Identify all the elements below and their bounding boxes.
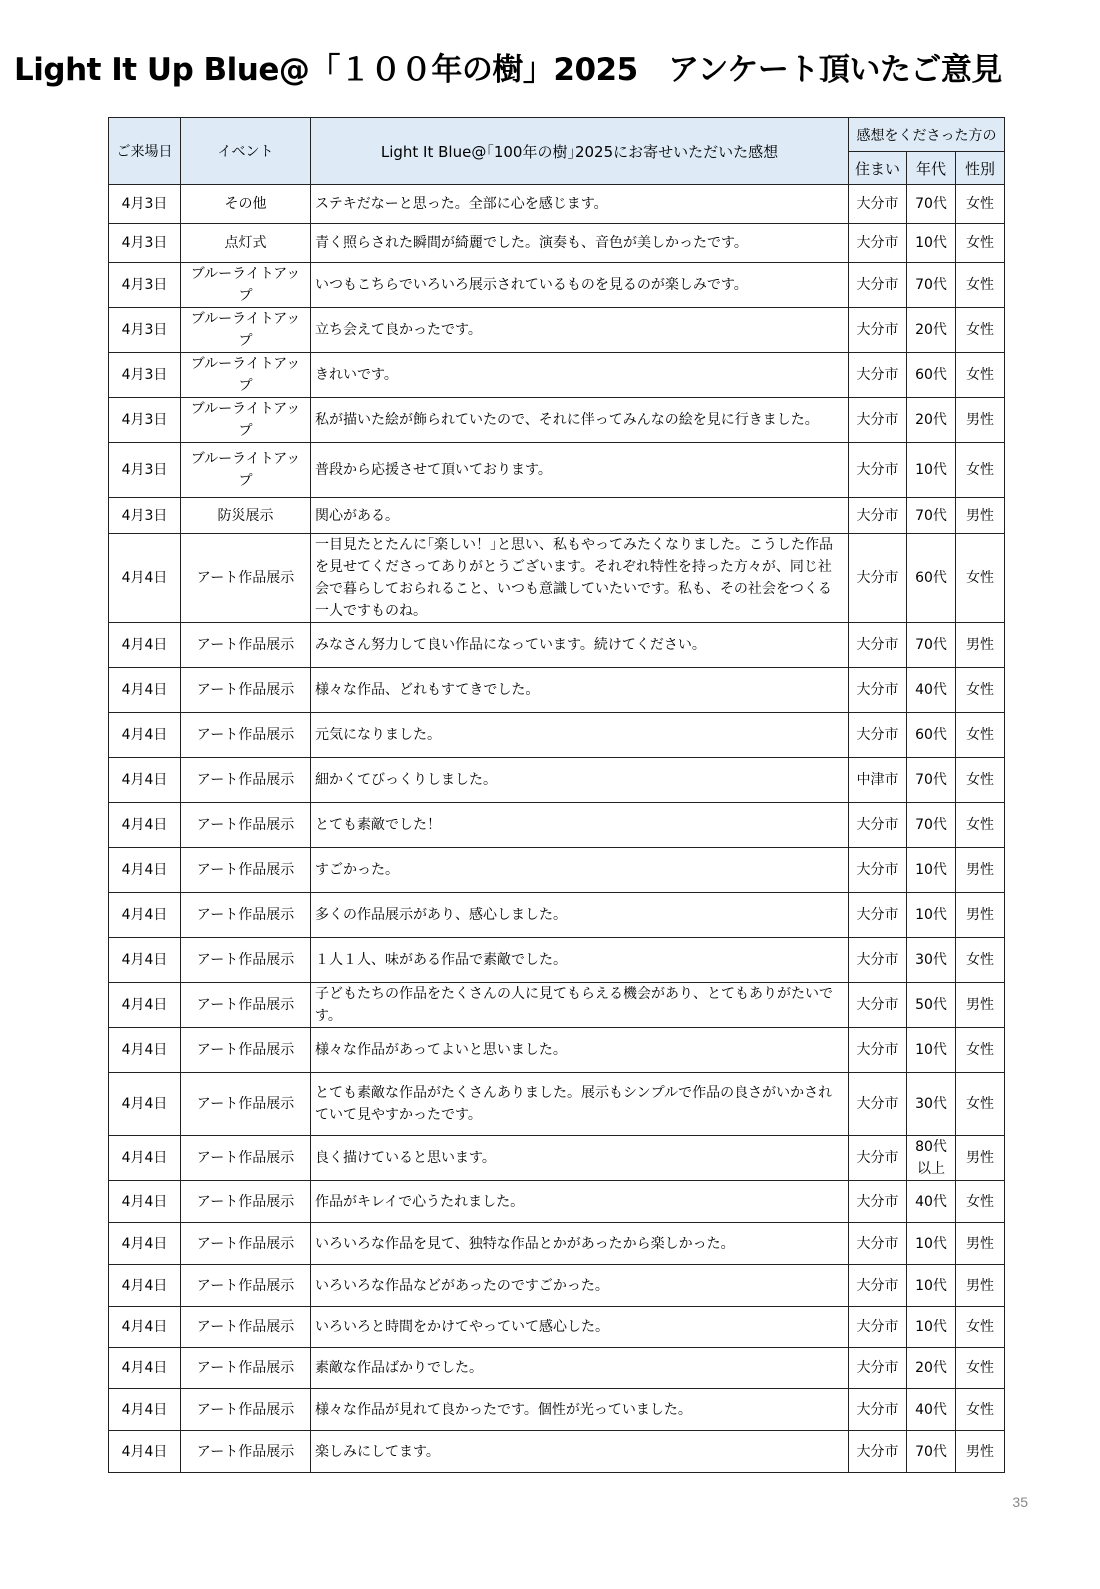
cell-gender: 女性 xyxy=(956,758,1005,803)
cell-residence: 大分市 xyxy=(849,224,907,263)
cell-comment: 私が描いた絵が飾られていたので、それに伴ってみんなの絵を見に行きました。 xyxy=(311,398,849,443)
cell-age: 20代 xyxy=(907,398,956,443)
cell-event: アート作品展示 xyxy=(181,1223,311,1265)
cell-gender: 女性 xyxy=(956,1181,1005,1223)
cell-date: 4月4日 xyxy=(109,1073,181,1136)
cell-comment: とても素敵でした！ xyxy=(311,803,849,848)
cell-comment: 様々な作品、どれもすてきでした。 xyxy=(311,668,849,713)
cell-comment: 良く描けていると思います。 xyxy=(311,1136,849,1181)
table-row xyxy=(109,443,1005,498)
header-date: ご来場日 xyxy=(109,118,181,185)
cell-residence: 大分市 xyxy=(849,1028,907,1073)
table-row xyxy=(109,353,1005,398)
cell-residence: 大分市 xyxy=(849,938,907,983)
cell-comment: みなさん努力して良い作品になっています。続けてください。 xyxy=(311,623,849,668)
header-comment: Light It Blue@｢100年の樹｣2025にお寄せいただいた感想 xyxy=(311,118,849,185)
cell-date: 4月3日 xyxy=(109,398,181,443)
cell-date: 4月4日 xyxy=(109,1223,181,1265)
cell-event: アート作品展示 xyxy=(181,983,311,1028)
cell-comment: 青く照らされた瞬間が綺麗でした。演奏も、音色が美しかったです。 xyxy=(311,224,849,263)
header-residence: 住まい xyxy=(849,152,907,185)
cell-residence: 大分市 xyxy=(849,353,907,398)
cell-event: アート作品展示 xyxy=(181,1348,311,1389)
cell-age: 60代 xyxy=(907,534,956,623)
cell-gender: 女性 xyxy=(956,308,1005,353)
cell-date: 4月4日 xyxy=(109,534,181,623)
cell-event: アート作品展示 xyxy=(181,758,311,803)
cell-age: 10代 xyxy=(907,1307,956,1348)
cell-comment: とても素敵な作品がたくさんありました。展示もシンプルで作品の良さがいかされていて見やすかったです。 xyxy=(311,1073,849,1136)
cell-residence: 大分市 xyxy=(849,534,907,623)
cell-age: 80代以上 xyxy=(907,1136,956,1181)
table-row xyxy=(109,848,1005,893)
cell-date: 4月4日 xyxy=(109,1265,181,1307)
table-row xyxy=(109,1265,1005,1307)
cell-residence: 大分市 xyxy=(849,848,907,893)
cell-residence: 大分市 xyxy=(849,893,907,938)
cell-age: 30代 xyxy=(907,1073,956,1136)
cell-event: ブルーライトアップ xyxy=(181,308,311,353)
cell-residence: 大分市 xyxy=(849,1073,907,1136)
cell-comment: いろいろな作品などがあったのですごかった。 xyxy=(311,1265,849,1307)
cell-date: 4月3日 xyxy=(109,224,181,263)
cell-event: ブルーライトアップ xyxy=(181,353,311,398)
cell-date: 4月4日 xyxy=(109,893,181,938)
cell-date: 4月3日 xyxy=(109,498,181,534)
cell-age: 40代 xyxy=(907,1181,956,1223)
cell-age: 60代 xyxy=(907,713,956,758)
cell-age: 50代 xyxy=(907,983,956,1028)
cell-comment: 関心がある。 xyxy=(311,498,849,534)
table-row xyxy=(109,1028,1005,1073)
header-event: イベント xyxy=(181,118,311,185)
cell-age: 40代 xyxy=(907,668,956,713)
cell-residence: 大分市 xyxy=(849,623,907,668)
cell-comment: いろいろと時間をかけてやっていて感心した。 xyxy=(311,1307,849,1348)
cell-gender: 女性 xyxy=(956,713,1005,758)
cell-gender: 女性 xyxy=(956,263,1005,308)
table-row xyxy=(109,1348,1005,1389)
cell-comment: すごかった。 xyxy=(311,848,849,893)
table-row xyxy=(109,893,1005,938)
survey-table xyxy=(108,117,1005,1473)
cell-age: 10代 xyxy=(907,1265,956,1307)
cell-event: アート作品展示 xyxy=(181,534,311,623)
cell-residence: 大分市 xyxy=(849,263,907,308)
cell-gender: 女性 xyxy=(956,443,1005,498)
cell-comment: 様々な作品が見れて良かったです。個性が光っていました。 xyxy=(311,1389,849,1431)
cell-gender: 男性 xyxy=(956,1223,1005,1265)
cell-gender: 女性 xyxy=(956,803,1005,848)
cell-age: 60代 xyxy=(907,353,956,398)
cell-event: ブルーライトアップ xyxy=(181,443,311,498)
cell-age: 40代 xyxy=(907,1389,956,1431)
cell-gender: 女性 xyxy=(956,668,1005,713)
cell-event: アート作品展示 xyxy=(181,1028,311,1073)
cell-date: 4月4日 xyxy=(109,938,181,983)
table-row xyxy=(109,534,1005,623)
cell-age: 20代 xyxy=(907,308,956,353)
cell-date: 4月4日 xyxy=(109,1181,181,1223)
cell-residence: 大分市 xyxy=(849,713,907,758)
table-row xyxy=(109,398,1005,443)
table-row xyxy=(109,938,1005,983)
cell-gender: 男性 xyxy=(956,848,1005,893)
cell-event: 点灯式 xyxy=(181,224,311,263)
cell-date: 4月3日 xyxy=(109,185,181,224)
cell-age: 70代 xyxy=(907,498,956,534)
cell-gender: 男性 xyxy=(956,498,1005,534)
table-row xyxy=(109,308,1005,353)
cell-event: アート作品展示 xyxy=(181,848,311,893)
cell-age: 10代 xyxy=(907,1223,956,1265)
cell-comment: いつもこちらでいろいろ展示されているものを見るのが楽しみです。 xyxy=(311,263,849,308)
cell-gender: 女性 xyxy=(956,185,1005,224)
cell-date: 4月3日 xyxy=(109,443,181,498)
cell-residence: 大分市 xyxy=(849,1181,907,1223)
cell-event: アート作品展示 xyxy=(181,803,311,848)
cell-residence: 中津市 xyxy=(849,758,907,803)
cell-age: 10代 xyxy=(907,893,956,938)
cell-gender: 女性 xyxy=(956,1307,1005,1348)
cell-date: 4月4日 xyxy=(109,1307,181,1348)
cell-date: 4月4日 xyxy=(109,668,181,713)
page-number: 35 xyxy=(1012,1494,1028,1510)
table-row xyxy=(109,983,1005,1028)
cell-gender: 女性 xyxy=(956,1389,1005,1431)
cell-event: アート作品展示 xyxy=(181,623,311,668)
cell-comment: 多くの作品展示があり、感心しました。 xyxy=(311,893,849,938)
cell-date: 4月3日 xyxy=(109,353,181,398)
cell-gender: 男性 xyxy=(956,1431,1005,1473)
page-title: Light It Up Blue@「１００年の樹」2025 アンケート頂いたご意見 xyxy=(14,52,1002,88)
cell-gender: 男性 xyxy=(956,1265,1005,1307)
cell-age: 30代 xyxy=(907,938,956,983)
table-row xyxy=(109,1431,1005,1473)
table-header xyxy=(109,118,1005,185)
cell-date: 4月4日 xyxy=(109,1136,181,1181)
cell-age: 20代 xyxy=(907,1348,956,1389)
cell-event: アート作品展示 xyxy=(181,1389,311,1431)
cell-gender: 女性 xyxy=(956,1073,1005,1136)
cell-age: 70代 xyxy=(907,803,956,848)
cell-residence: 大分市 xyxy=(849,803,907,848)
table-row xyxy=(109,1181,1005,1223)
cell-gender: 男性 xyxy=(956,398,1005,443)
cell-event: アート作品展示 xyxy=(181,1181,311,1223)
cell-event: その他 xyxy=(181,185,311,224)
cell-comment: きれいです。 xyxy=(311,353,849,398)
cell-event: アート作品展示 xyxy=(181,1431,311,1473)
cell-gender: 男性 xyxy=(956,623,1005,668)
table-row xyxy=(109,1223,1005,1265)
cell-residence: 大分市 xyxy=(849,1307,907,1348)
cell-event: アート作品展示 xyxy=(181,1073,311,1136)
cell-comment: 元気になりました。 xyxy=(311,713,849,758)
cell-comment: 立ち会えて良かったです。 xyxy=(311,308,849,353)
cell-residence: 大分市 xyxy=(849,308,907,353)
cell-age: 70代 xyxy=(907,758,956,803)
cell-event: アート作品展示 xyxy=(181,713,311,758)
cell-residence: 大分市 xyxy=(849,498,907,534)
cell-residence: 大分市 xyxy=(849,668,907,713)
cell-residence: 大分市 xyxy=(849,1389,907,1431)
table-row xyxy=(109,263,1005,308)
cell-residence: 大分市 xyxy=(849,1431,907,1473)
header-respondent-group: 感想をくださった方の xyxy=(849,118,1005,152)
table-row xyxy=(109,224,1005,263)
cell-comment: 普段から応援させて頂いております。 xyxy=(311,443,849,498)
cell-age: 10代 xyxy=(907,443,956,498)
cell-date: 4月4日 xyxy=(109,1028,181,1073)
table-row xyxy=(109,713,1005,758)
cell-event: アート作品展示 xyxy=(181,938,311,983)
table-row xyxy=(109,185,1005,224)
cell-event: アート作品展示 xyxy=(181,1307,311,1348)
cell-comment: ステキだなーと思った。全部に心を感じます。 xyxy=(311,185,849,224)
cell-date: 4月4日 xyxy=(109,758,181,803)
cell-date: 4月4日 xyxy=(109,1348,181,1389)
cell-age: 70代 xyxy=(907,1431,956,1473)
cell-age: 70代 xyxy=(907,185,956,224)
cell-age: 10代 xyxy=(907,224,956,263)
table-row xyxy=(109,1136,1005,1181)
header-gender: 性別 xyxy=(956,152,1005,185)
cell-comment: １人１人、味がある作品で素敵でした。 xyxy=(311,938,849,983)
cell-residence: 大分市 xyxy=(849,398,907,443)
table-row xyxy=(109,498,1005,534)
cell-gender: 女性 xyxy=(956,1348,1005,1389)
cell-date: 4月4日 xyxy=(109,1389,181,1431)
cell-residence: 大分市 xyxy=(849,185,907,224)
cell-date: 4月4日 xyxy=(109,713,181,758)
cell-age: 10代 xyxy=(907,848,956,893)
table-row xyxy=(109,803,1005,848)
cell-event: アート作品展示 xyxy=(181,668,311,713)
cell-comment: 細かくてびっくりしました。 xyxy=(311,758,849,803)
cell-comment: 作品がキレイで心うたれました。 xyxy=(311,1181,849,1223)
table-row xyxy=(109,668,1005,713)
cell-event: アート作品展示 xyxy=(181,1265,311,1307)
cell-age: 70代 xyxy=(907,263,956,308)
header-age: 年代 xyxy=(907,152,956,185)
cell-event: 防災展示 xyxy=(181,498,311,534)
cell-age: 70代 xyxy=(907,623,956,668)
cell-event: ブルーライトアップ xyxy=(181,398,311,443)
cell-gender: 男性 xyxy=(956,983,1005,1028)
cell-date: 4月3日 xyxy=(109,263,181,308)
cell-residence: 大分市 xyxy=(849,1265,907,1307)
cell-comment: 楽しみにしてます。 xyxy=(311,1431,849,1473)
cell-date: 4月4日 xyxy=(109,983,181,1028)
cell-date: 4月4日 xyxy=(109,803,181,848)
cell-gender: 男性 xyxy=(956,1136,1005,1181)
cell-date: 4月4日 xyxy=(109,1431,181,1473)
cell-event: アート作品展示 xyxy=(181,1136,311,1181)
cell-event: ブルーライトアップ xyxy=(181,263,311,308)
table-body xyxy=(109,185,1005,1473)
cell-gender: 女性 xyxy=(956,534,1005,623)
cell-residence: 大分市 xyxy=(849,983,907,1028)
cell-residence: 大分市 xyxy=(849,1348,907,1389)
table-row xyxy=(109,1073,1005,1136)
table-row xyxy=(109,1389,1005,1431)
cell-comment: 様々な作品があってよいと思いました。 xyxy=(311,1028,849,1073)
cell-gender: 女性 xyxy=(956,353,1005,398)
cell-gender: 女性 xyxy=(956,938,1005,983)
cell-gender: 女性 xyxy=(956,224,1005,263)
cell-residence: 大分市 xyxy=(849,1136,907,1181)
cell-gender: 女性 xyxy=(956,1028,1005,1073)
cell-comment: いろいろな作品を見て、独特な作品とかがあったから楽しかった。 xyxy=(311,1223,849,1265)
cell-date: 4月4日 xyxy=(109,623,181,668)
cell-event: アート作品展示 xyxy=(181,893,311,938)
cell-residence: 大分市 xyxy=(849,1223,907,1265)
table-row xyxy=(109,1307,1005,1348)
cell-comment: 一目見たとたんに｢楽しい！｣と思い、私もやってみたくなりました。こうした作品を見せてくださってありがとうございます。それぞれ特性を持った方々が、同じ社会で暮らしておられること、いつも意識していたいです。私も、その社会をつくる一人ですものね。 xyxy=(311,534,849,623)
table-row xyxy=(109,623,1005,668)
cell-gender: 男性 xyxy=(956,893,1005,938)
cell-comment: 素敵な作品ばかりでした。 xyxy=(311,1348,849,1389)
cell-comment: 子どもたちの作品をたくさんの人に見てもらえる機会があり、とてもありがたいです。 xyxy=(311,983,849,1028)
cell-residence: 大分市 xyxy=(849,443,907,498)
cell-age: 10代 xyxy=(907,1028,956,1073)
cell-date: 4月4日 xyxy=(109,848,181,893)
cell-date: 4月3日 xyxy=(109,308,181,353)
table-row xyxy=(109,758,1005,803)
